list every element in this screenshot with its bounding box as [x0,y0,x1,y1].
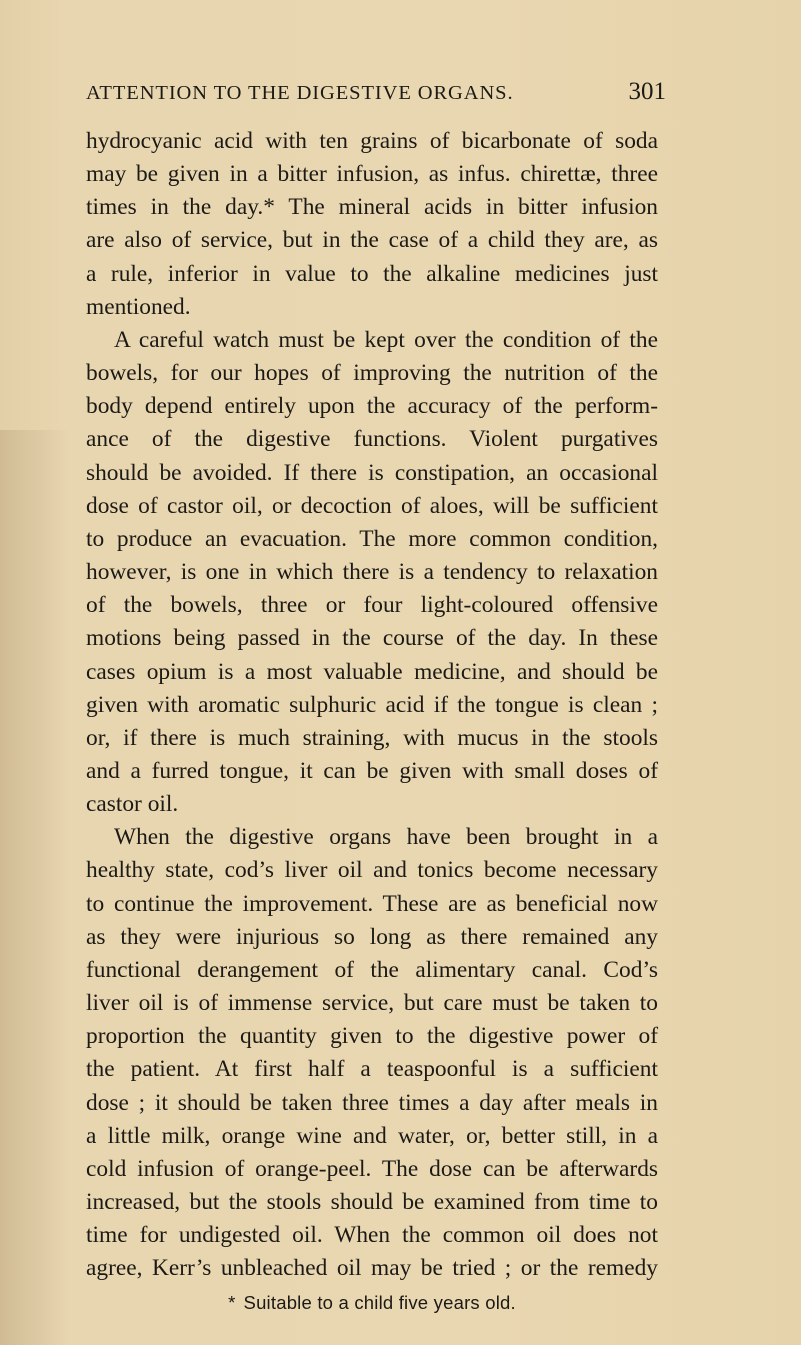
text-line: a rule, inferior in value to the alkaline medicines just [86,260,658,287]
paragraph [86,125,658,324]
text-line: When the digestive organs have been brought in a [114,824,658,851]
text-line: and a furred tongue, it can be given with small doses of [86,757,658,784]
text-line: dose ; it should be taken three times a day after meals in [86,1089,658,1116]
gutter-shadow [0,430,70,1345]
footnote [86,1292,658,1314]
text-line: healthy state, cod’s liver oil and tonics become necessary [86,857,658,884]
text-line: dose of castor oil, or decoction of aloes, will be sufficient [86,492,658,519]
footnote-text: Suitable to a child five years old. [243,1292,516,1313]
paragraph [86,821,658,1285]
text-line: castor oil. [86,791,179,818]
text-line: as they were injurious so long as there remained any [86,923,658,950]
text-line: A careful watch must be kept over the condition of the [114,326,658,353]
text-line: to continue the improvement. These are as beneficial now [86,890,658,917]
text-line: should be avoided. If there is constipation, an occasional [86,459,658,486]
text-line: mentioned. [86,293,191,320]
body-text [86,125,658,1285]
text-line: liver oil is of immense service, but care must be taken to [86,990,658,1017]
text-line: functional derangement of the alimentary canal. Cod’s [86,956,658,983]
text-line: the patient. At first half a teaspoonful is a sufficient [86,1056,658,1083]
text-line: cold infusion of orange-peel. The dose can be afterwards [86,1155,658,1182]
text-line: motions being passed in the course of the day. In these [86,625,658,652]
text-line: to produce an evacuation. The more common condition, [86,525,658,552]
text-line: ance of the digestive functions. Violent purgatives [86,426,658,453]
text-line: time for undigested oil. When the common oil does not [86,1222,658,1249]
text-line: of the bowels, three or four light-coloured offensive [86,592,658,619]
running-head [86,78,666,106]
text-line: may be given in a bitter infusion, as infus. chirettæ, three [86,161,658,188]
text-line: a little milk, orange wine and water, or, better still, in a [86,1122,658,1149]
text-line: or, if there is much straining, with mucus in the stools [86,724,658,751]
text-line: hydrocyanic acid with ten grains of bicarbonate of soda [86,128,658,154]
text-line: cases opium is a most valuable medicine, and should be [86,658,658,685]
text-line: given with aromatic sulphuric acid if the tongue is clean ; [86,691,658,718]
text-line: proportion the quantity given to the digestive power of [86,1023,658,1050]
text-line: increased, but the stools should be examined from time to [86,1189,658,1215]
text-line: bowels, for our hopes of improving the nutrition of the [86,360,658,387]
text-line: agree, Kerr’s unbleached oil may be tried ; or the remedy [86,1255,658,1282]
running-head-title: ATTENTION TO THE DIGESTIVE ORGANS. [86,82,514,104]
text-line: body depend entirely upon the accuracy of the perform- [86,393,658,420]
page-number: 301 [628,78,666,105]
paragraph [86,324,658,821]
text-line: are also of service, but in the case of a child they are, as [86,227,658,254]
text-line: times in the day.* The mineral acids in bitter infusion [86,194,658,221]
footnote-mark: * [228,1292,236,1313]
text-line: however, is one in which there is a tendency to relaxation [86,559,658,586]
